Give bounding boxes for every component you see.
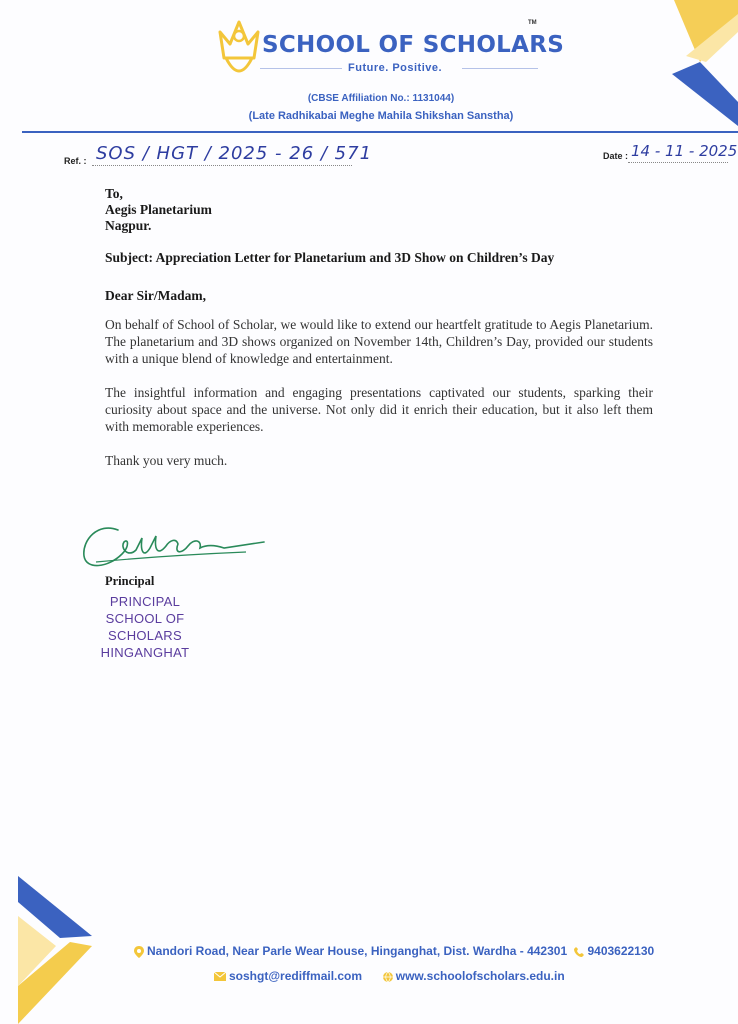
footer-phone[interactable]: 9403622130 (587, 944, 655, 958)
stamp-line-2: SCHOOL OF SCHOLARS (105, 611, 185, 643)
footer-contact-line (214, 969, 565, 983)
ref-number: SOS / HGT / 2025 - 26 / 571 (96, 143, 373, 164)
date-label: Date : (603, 151, 629, 161)
sanstha-name: (Late Radhikabai Meghe Mahila Shikshan Sanstha) (248, 110, 514, 122)
crown-logo-icon (214, 14, 264, 78)
footer-address: Nandori Road, Near Parle Wear House, Hinganghat, Dist. Wardha - 442301 (147, 944, 568, 958)
recipient-city: Nagpur. (105, 218, 152, 233)
stamp-line-1: PRINCIPAL (109, 594, 181, 609)
letter-date: 14 - 11 - 2025 (631, 142, 738, 160)
stamp-line-3: HINGANGHAT (100, 645, 190, 660)
corner-decoration-bottom-left (0, 876, 92, 1024)
globe-icon (383, 972, 393, 982)
phone-icon (574, 947, 584, 957)
tagline: Future. Positive. (348, 62, 443, 74)
trademark: TM (528, 20, 537, 26)
header-divider (22, 131, 738, 133)
footer-website[interactable]: www.schoolofscholars.edu.in (395, 969, 565, 983)
ref-label: Ref. : (64, 156, 87, 166)
salutation: Dear Sir/Madam, (105, 288, 206, 303)
corner-decoration-top-right (666, 0, 738, 126)
email-icon (214, 972, 226, 981)
principal-signature (78, 518, 268, 574)
recipient-name: Aegis Planetarium (105, 202, 212, 217)
principal-stamp (70, 593, 220, 661)
tagline-rule-left (260, 68, 342, 69)
footer-address-line (134, 944, 654, 958)
tagline-rule-right (462, 68, 538, 69)
footer-email[interactable]: soshgt@rediffmail.com (229, 969, 363, 983)
letter-subject: Subject: Appreciation Letter for Planetarium and 3D Show on Children’s Day (105, 250, 555, 265)
location-pin-icon (134, 946, 144, 958)
body-paragraph-1: On behalf of School of Scholar, we would like to extend our heartfelt gratitude to Aegis Planetarium. The planetarium and 3D shows organized on November 14th, Children’s Day, provided our students with a unique blend of knowledge and entertainment. (105, 317, 653, 366)
ref-dotted-line (92, 165, 352, 166)
recipient-address (105, 186, 212, 234)
date-dotted-line (628, 162, 728, 163)
affiliation-number: (CBSE Affiliation No.: 1131044) (307, 93, 455, 104)
recipient-to: To, (105, 186, 123, 201)
closing-line: Thank you very much. (105, 453, 228, 468)
school-name: SCHOOL OF SCHOLARS (262, 32, 565, 58)
body-paragraph-2: The insightful information and engaging presentations captivated our students, sparking their curiosity about space and the universe. Not only did it enrich their education, but it also left them with memorable experiences. (105, 385, 653, 434)
signatory-title: Principal (105, 574, 155, 588)
